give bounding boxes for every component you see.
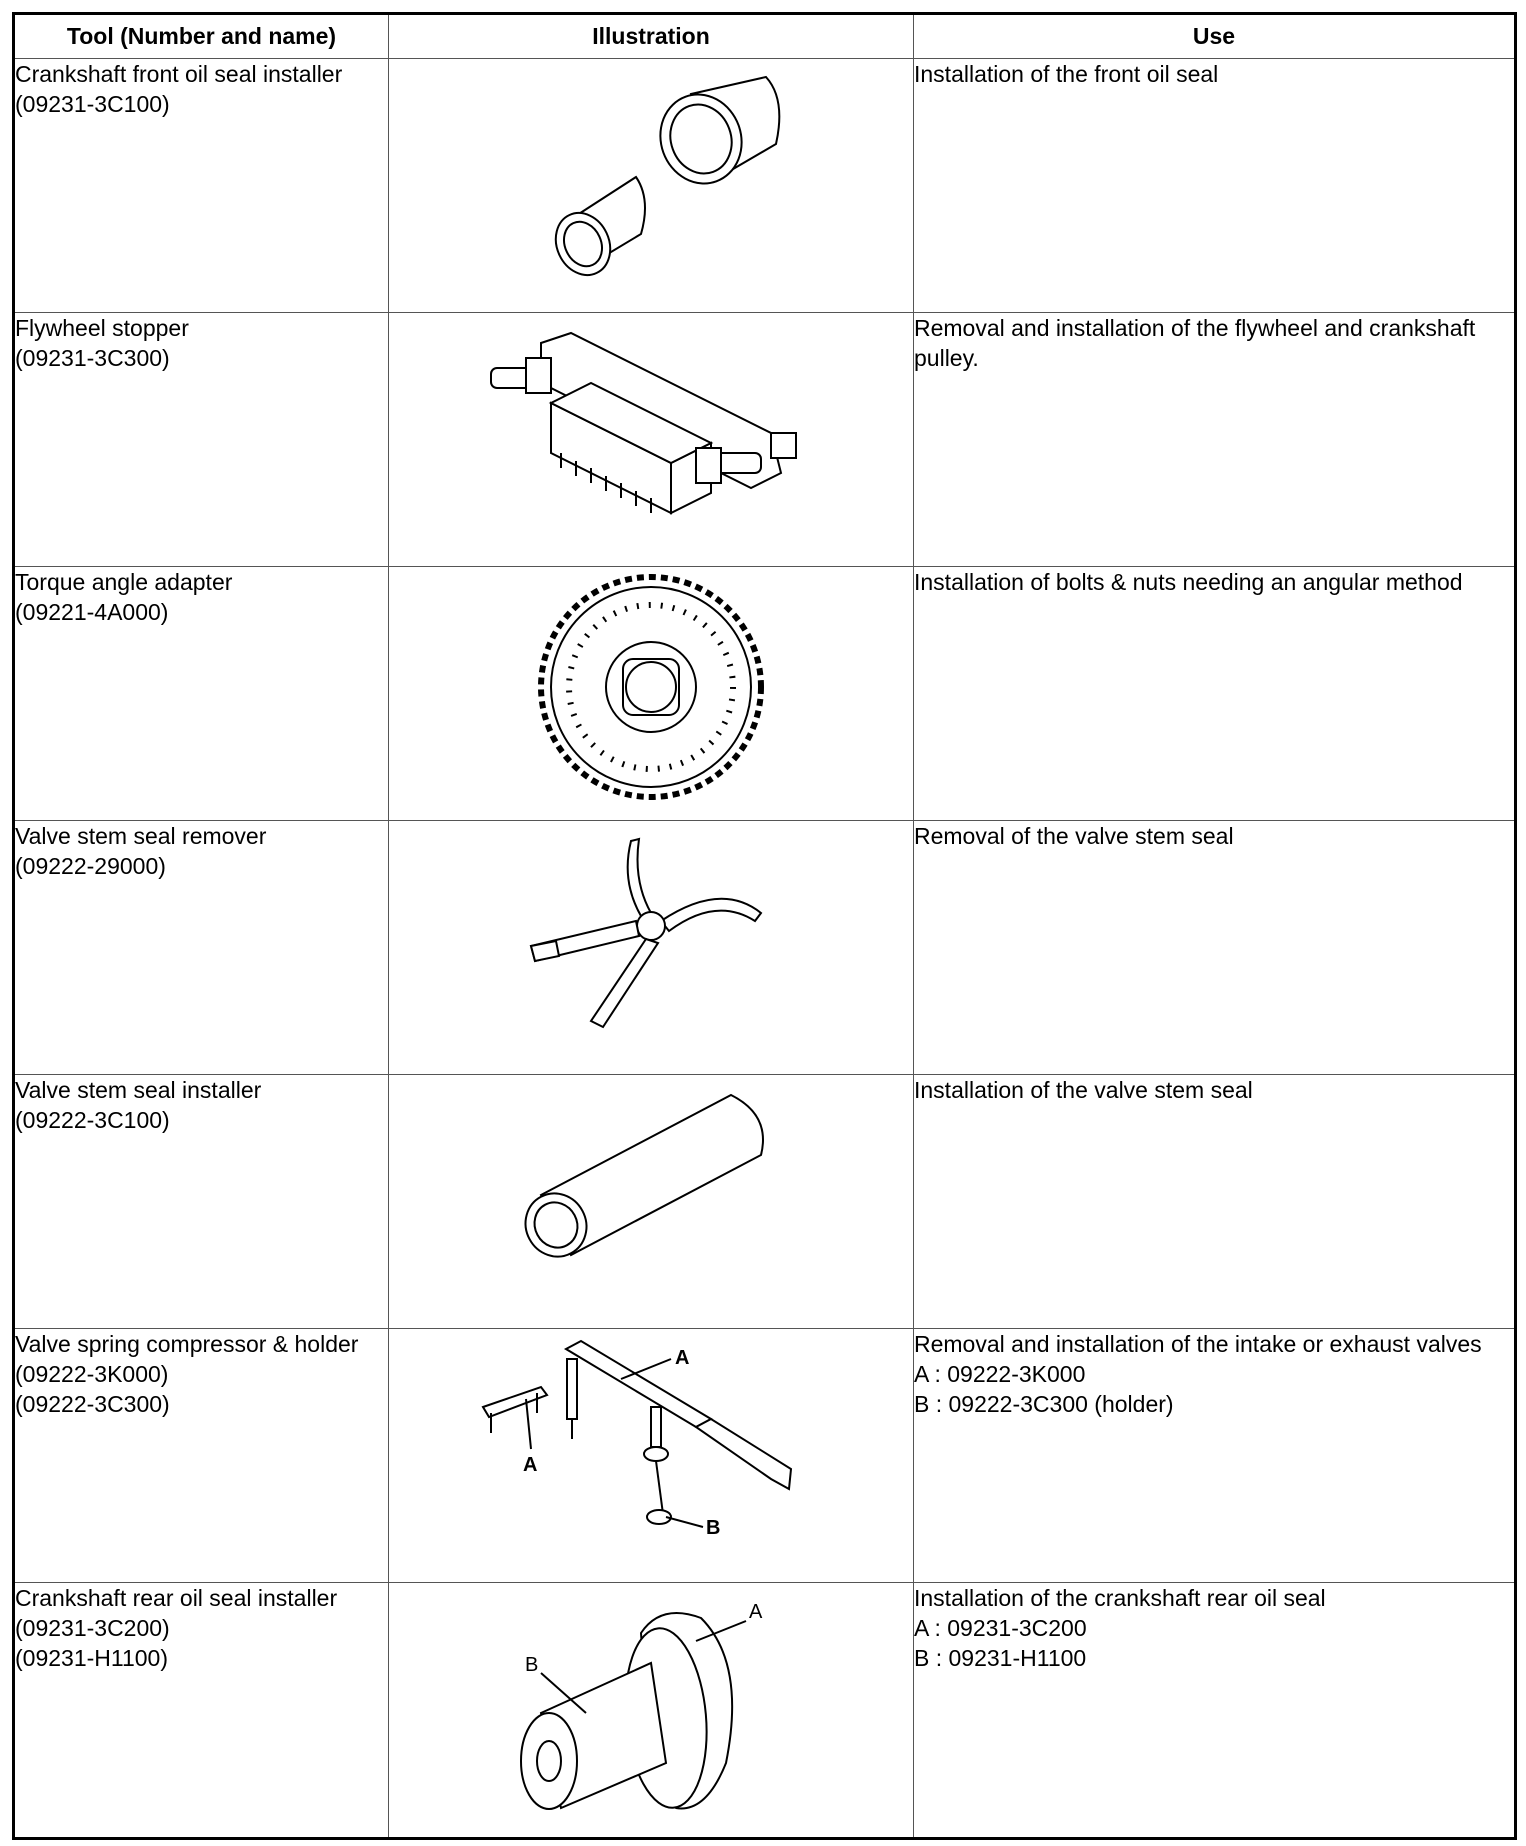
table-row [14,821,1516,1075]
tool-name: Crankshaft rear oil seal installer [15,1585,338,1611]
tool-name: Valve stem seal installer [15,1077,262,1103]
pliers-icon [511,821,791,1041]
illustration-cell [389,1583,914,1839]
table-row [14,1329,1516,1583]
oil-seal-installer-icon [501,59,801,289]
tool-number: (09231-3C200) [15,1615,170,1641]
illustration-cell [389,567,914,821]
illustration-cell [389,821,914,1075]
tool-name: Valve stem seal remover [15,823,267,849]
illustration-cell [389,1075,914,1329]
tool-number: (09222-3C300) [15,1391,170,1417]
table-row [14,59,1516,313]
special-tools-table [12,12,1517,1840]
table-row [14,1075,1516,1329]
tool-name: Flywheel stopper [15,315,189,341]
tool-cell [14,313,389,567]
use-cell [914,1075,1516,1329]
header-row [14,14,1516,59]
use-text: B : 09222-3C300 (holder) [914,1391,1174,1417]
use-text: Installation of the valve stem seal [914,1077,1253,1103]
table-row [14,313,1516,567]
tool-number: (09221-4A000) [15,599,169,625]
use-text: A : 09222-3K000 [914,1361,1086,1387]
callout-label-a: A [523,1454,538,1476]
rear-seal-installer-icon [501,1583,801,1818]
tool-number: (09222-29000) [15,853,166,879]
illustration-cell [389,313,914,567]
header-illustration: Illustration [389,14,914,59]
tool-cell [14,1329,389,1583]
callout-label-a: A [675,1347,690,1369]
use-text: A : 09231-3C200 [914,1615,1087,1641]
use-text: Removal and installation of the flywheel and crankshaft pulley. [914,315,1476,371]
table-row [14,1583,1516,1839]
tool-number: (09231-H1100) [15,1645,169,1671]
tool-name: Valve spring compressor & holder [15,1331,359,1357]
use-cell [914,313,1516,567]
tool-number: (09222-3K000) [15,1361,169,1387]
use-cell [914,1329,1516,1583]
use-cell [914,1583,1516,1839]
use-text: Removal of the valve stem seal [914,823,1234,849]
use-text: B : 09231-H1100 [914,1645,1087,1671]
header-use: Use [914,14,1516,59]
use-text: Installation of the front oil seal [914,61,1219,87]
illustration-cell [389,1329,914,1583]
use-text: Installation of bolts & nuts needing an angular method [914,569,1463,595]
torque-angle-adapter-icon [531,567,771,807]
use-cell [914,567,1516,821]
tool-name: Torque angle adapter [15,569,233,595]
flywheel-stopper-icon [481,313,821,523]
illustration-cell [389,59,914,313]
valve-spring-compressor-icon [471,1329,831,1539]
tool-cell [14,1583,389,1839]
tool-number: (09222-3C100) [15,1107,170,1133]
tool-cell [14,1075,389,1329]
use-cell [914,821,1516,1075]
tool-cell [14,821,389,1075]
use-text: Removal and installation of the intake or exhaust valves [914,1331,1482,1357]
tool-cell [14,59,389,313]
table-row [14,567,1516,821]
tool-cell [14,567,389,821]
tool-name: Crankshaft front oil seal installer [15,61,343,87]
tube-installer-icon [511,1075,791,1275]
use-text: Installation of the crankshaft rear oil seal [914,1585,1326,1611]
header-tool: Tool (Number and name) [14,14,389,59]
tool-number: (09231-3C300) [15,345,170,371]
callout-label-b: B [706,1517,721,1539]
use-cell [914,59,1516,313]
tool-number: (09231-3C100) [15,91,170,117]
callout-label-b: B [525,1654,539,1676]
callout-label-a: A [749,1601,763,1623]
